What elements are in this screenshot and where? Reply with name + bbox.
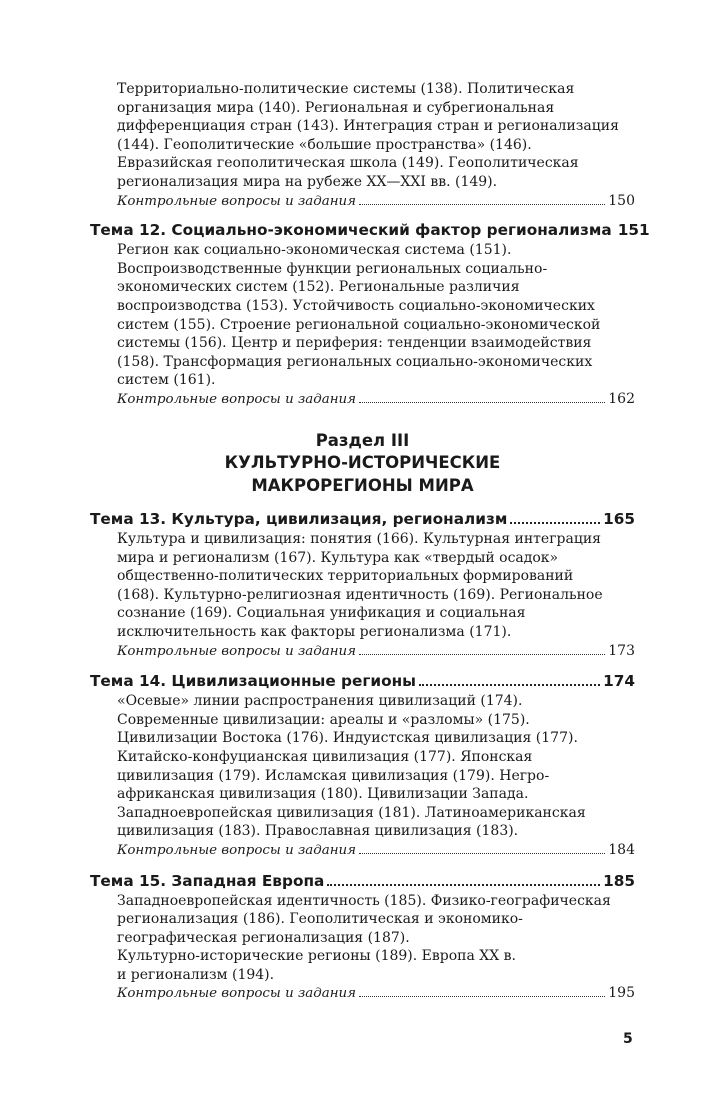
section-title-line2: МАКРОРЕГИОНЫ МИРА <box>251 475 474 495</box>
control-questions-entry[interactable] <box>117 841 635 861</box>
page-number: 5 <box>623 1031 633 1047</box>
control-questions-label: Контрольные вопросы и задания <box>117 643 357 659</box>
section-title-line1: КУЛЬТУРНО-ИСТОРИЧЕСКИЕ <box>224 453 501 472</box>
text-line: систем (155). Строение региональной социально-экономической <box>117 316 601 333</box>
page-ref: 150 <box>608 192 635 209</box>
text-line: и регионализм (194). <box>117 966 275 983</box>
text-line: африканская цивилизация (180). Цивилизации Запада. <box>117 786 529 803</box>
control-questions-entry[interactable] <box>117 390 635 410</box>
text-line: дифференциация стран (143). Интеграция стран и регионализация <box>117 118 619 135</box>
text-line: Западноевропейская цивилизация (181). Латиноамериканская <box>117 804 586 821</box>
text-line: (144). Геополитические «большие пространства» (146). <box>117 136 532 153</box>
text-line: воспроизводства (153). Устойчивость социально-экономических <box>117 297 595 314</box>
leader-dots <box>419 684 600 686</box>
text-line: сознание (169). Социальная унификация и социальная <box>117 605 526 622</box>
topic15-description <box>117 892 635 985</box>
topic12-description <box>117 241 635 390</box>
text-line: цивилизация (183). Православная цивилизация (183). <box>117 823 519 840</box>
leader-dots <box>510 522 600 524</box>
text-line: системы (156). Центр и периферия: тенденции взаимодействия <box>117 335 592 352</box>
text-line: регионализация (186). Геополитическая и экономико- <box>117 911 523 928</box>
page-ref: 165 <box>603 510 635 528</box>
text-line: мира и регионализм (167). Культура как «твердый осадок» <box>117 549 559 566</box>
topic-15-heading[interactable] <box>90 871 635 891</box>
text-line: Воспроизводственные функции региональных социально- <box>117 260 548 277</box>
page-ref: 195 <box>608 985 635 1002</box>
topic-title: Тема 15. Западная Европа <box>90 871 325 890</box>
page-ref: 184 <box>608 841 635 858</box>
topic-title: Тема 12. Социально-экономический фактор регионализма <box>90 221 612 240</box>
text-line: экономических систем (152). Региональные различия <box>117 279 520 296</box>
text-line: Культура и цивилизация: понятия (166). Культурная интеграция <box>117 531 602 547</box>
control-questions-entry[interactable] <box>117 984 635 1004</box>
topic14-description <box>117 692 635 841</box>
text-line: систем (161). <box>117 372 216 389</box>
leader-dots <box>359 654 605 655</box>
control-questions-label: Контрольные вопросы и задания <box>117 842 357 858</box>
text-line: Регион как социально-экономическая система (151). <box>117 242 512 259</box>
leader-dots <box>359 853 605 854</box>
text-line: Территориально-политические системы (138). Политическая <box>117 81 575 97</box>
text-line: цивилизация (179). Исламская цивилизация (179). Негро- <box>117 767 550 784</box>
toc-page <box>90 80 650 1004</box>
topic13-description <box>117 530 635 642</box>
control-questions-entry[interactable] <box>117 642 635 662</box>
text-line: исключительность как факторы регионализма (171). <box>117 623 512 640</box>
topic-14-heading[interactable] <box>90 671 635 691</box>
control-questions-label: Контрольные вопросы и задания <box>117 986 357 1002</box>
page-ref: 173 <box>608 642 635 659</box>
control-questions-entry[interactable] <box>117 192 635 212</box>
control-questions-label: Контрольные вопросы и задания <box>117 391 357 407</box>
leader-dots <box>359 204 605 205</box>
text-line: Китайско-конфуцианская цивилизация (177). Японская <box>117 748 533 765</box>
control-questions-label: Контрольные вопросы и задания <box>117 193 357 209</box>
text-line: географическая регионализация (187). <box>117 929 410 946</box>
leader-dots <box>359 402 605 403</box>
text-line: Евразийская геополитическая школа (149). Геополитическая <box>117 155 579 172</box>
topic-title: Тема 14. Цивилизационные регионы <box>90 672 417 691</box>
topic-13-heading[interactable] <box>90 509 635 529</box>
text-line: (168). Культурно-религиозная идентичность (169). Региональное <box>117 586 603 603</box>
text-line: организация мира (140). Региональная и субрегиональная <box>117 99 555 116</box>
text-line: Культурно-исторические регионы (189). Европа XX в. <box>117 948 517 965</box>
topic-12-heading[interactable] <box>90 220 650 240</box>
section-number: Раздел III <box>315 430 410 450</box>
page-ref: 151 <box>617 221 650 240</box>
topic-title: Тема 13. Культура, цивилизация, регионализм <box>90 510 508 528</box>
text-line: (158). Трансформация региональных социально-экономических <box>117 353 593 370</box>
text-line: Цивилизации Востока (176). Индуистская цивилизация (177). <box>117 730 578 747</box>
text-line: «Осевые» линии распространения цивилизаций (174). <box>117 693 523 710</box>
page-ref: 174 <box>603 672 635 691</box>
text-line: Западноевропейская идентичность (185). Физико-географическая <box>117 892 611 909</box>
page-ref: 185 <box>603 871 635 890</box>
leader-dots <box>359 996 605 997</box>
section-heading <box>90 430 635 498</box>
leader-dots <box>327 884 600 886</box>
text-line: Современные цивилизации: ареалы и «разломы» (175). <box>117 711 530 728</box>
topic11-description <box>117 80 635 192</box>
page-ref: 162 <box>608 390 635 407</box>
text-line: общественно-политических территориальных формирований <box>117 568 574 585</box>
text-line: регионализация мира на рубеже XX—XXI вв. (149). <box>117 173 498 190</box>
